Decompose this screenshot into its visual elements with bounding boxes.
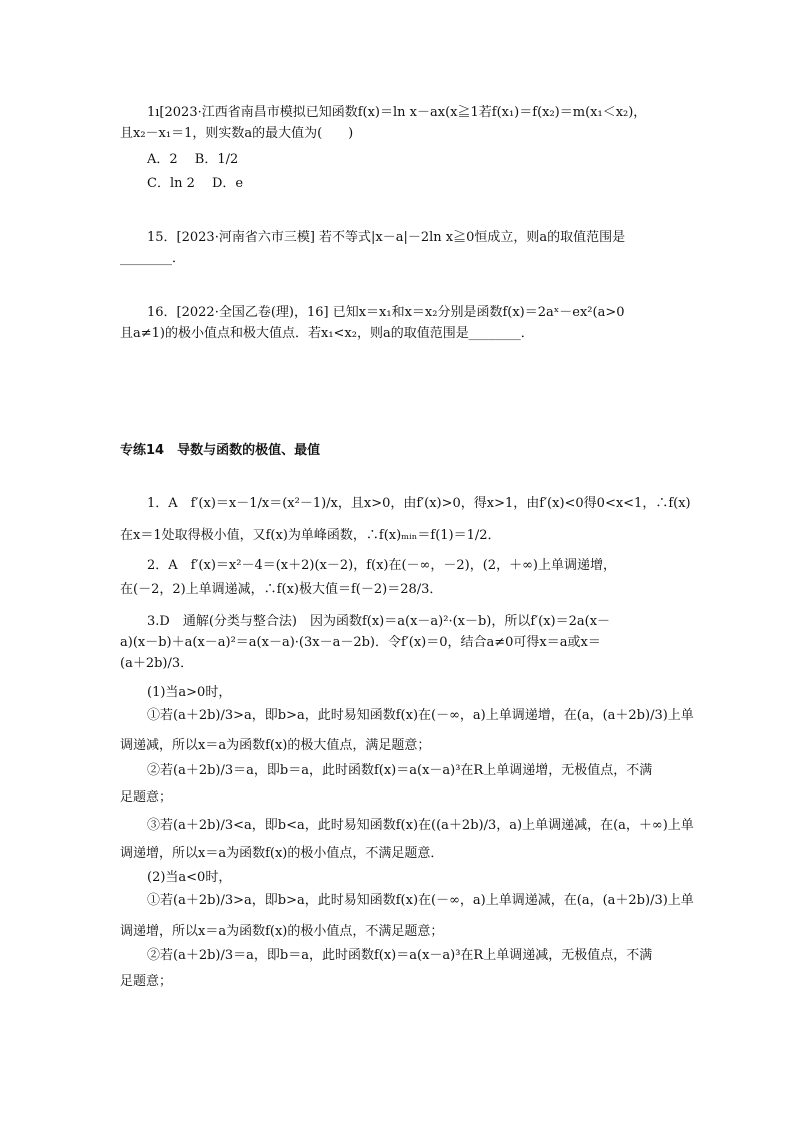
text-line: 调递减，所以x＝a为函数f(x)的极大值点，满足题意；	[120, 738, 431, 753]
text-line: (a＋2b)/3．	[120, 656, 194, 671]
text-line: ②若(a＋2b)/3＝a，即b＝a，此时函数f(x)＝a(x－a)³在R上单调递减，无极值点，不满	[147, 948, 653, 963]
text-line: a)(x－b)＋a(x－a)²＝a(x－a)·(3x－a－2b)．令f′(x)＝0，结合a≠0可得x＝a或x＝	[120, 635, 601, 650]
text-line: ________．	[120, 251, 186, 266]
text-line: 在x＝1处取得极小值，又f(x)为单峰函数，∴f(x)ₘᵢₙ＝f(1)＝1/2．	[120, 528, 501, 543]
text-line: 16．[2022·全国乙卷(理)，16] 已知x＝x₁和x＝x₂分别是函数f(x)＝2aˣ－ex²(a>0	[147, 305, 625, 320]
text-line: 调递增，所以x＝a为函数f(x)的极小值点，不满足题意．	[120, 846, 444, 861]
text-line: 在(－2，2)上单调递减，∴f(x)极大值＝f(－2)＝28/3．	[120, 582, 443, 597]
text-line: 15．[2023·河南省六市三模] 若不等式|x－a|－2ln x≧0恒成立，则a的取值范围是	[147, 230, 626, 245]
text-line: 且a≠1)的极小值点和极大值点．若x₁<x₂，则a的取值范围是________．	[120, 326, 534, 341]
text-line: ③若(a＋2b)/3<a，即b<a，此时易知函数f(x)在((a＋2b)/3，a)上单调递减，在(a，＋∞)上单	[147, 818, 694, 833]
text-line: 且x₂－x₁＝1，则实数a的最大值为( )	[120, 126, 354, 141]
text-line: 3.D 通解(分类与整合法) 因为函数f(x)＝a(x－a)²·(x－b)，所以f′(x)＝2a(x－	[147, 614, 611, 629]
text-line: ①若(a＋2b)/3>a，即b>a，此时易知函数f(x)在(－∞，a)上单调递增，在(a，(a＋2b)/3)上单	[147, 708, 694, 723]
section-title: 专练14 导数与函数的极值、最值	[120, 443, 321, 458]
text-line: ①若(a＋2b)/3>a，即b>a，此时易知函数f(x)在(－∞，a)上单调递减，在(a，(a＋2b)/3)上单	[147, 893, 694, 908]
text-line: 足题意；	[120, 790, 173, 805]
text-line: A．2 B．1/2	[147, 152, 239, 167]
text-line: (1)当a>0时，	[147, 685, 232, 700]
text-line: (2)当a<0时，	[147, 870, 232, 885]
text-line: 足题意；	[120, 974, 173, 989]
text-line: 2．A f′(x)＝x²－4＝(x＋2)(x－2)，f(x)在(－∞，－2)，(2，＋∞)上单调递增，	[147, 558, 616, 573]
text-line: 调递增，所以x＝a为函数f(x)的极小值点，不满足题意；	[120, 924, 444, 939]
text-line: ②若(a＋2b)/3＝a，即b＝a，此时函数f(x)＝a(x－a)³在R上单调递增，无极值点，不满	[147, 763, 653, 778]
text-line: 1ı[2023·江西省南昌市模拟已知函数f(x)＝ln x－ax(x≧1若f(x₁)＝f(x₂)＝m(x₁＜x₂)，	[147, 105, 647, 120]
text-line: 1．A f′(x)＝x－1/x＝(x²－1)/x，且x>0，由f′(x)>0，得x>1，由f′(x)<0得0<x<1，∴f(x)	[147, 496, 691, 511]
text-line: C．ln 2 D．e	[147, 176, 244, 191]
